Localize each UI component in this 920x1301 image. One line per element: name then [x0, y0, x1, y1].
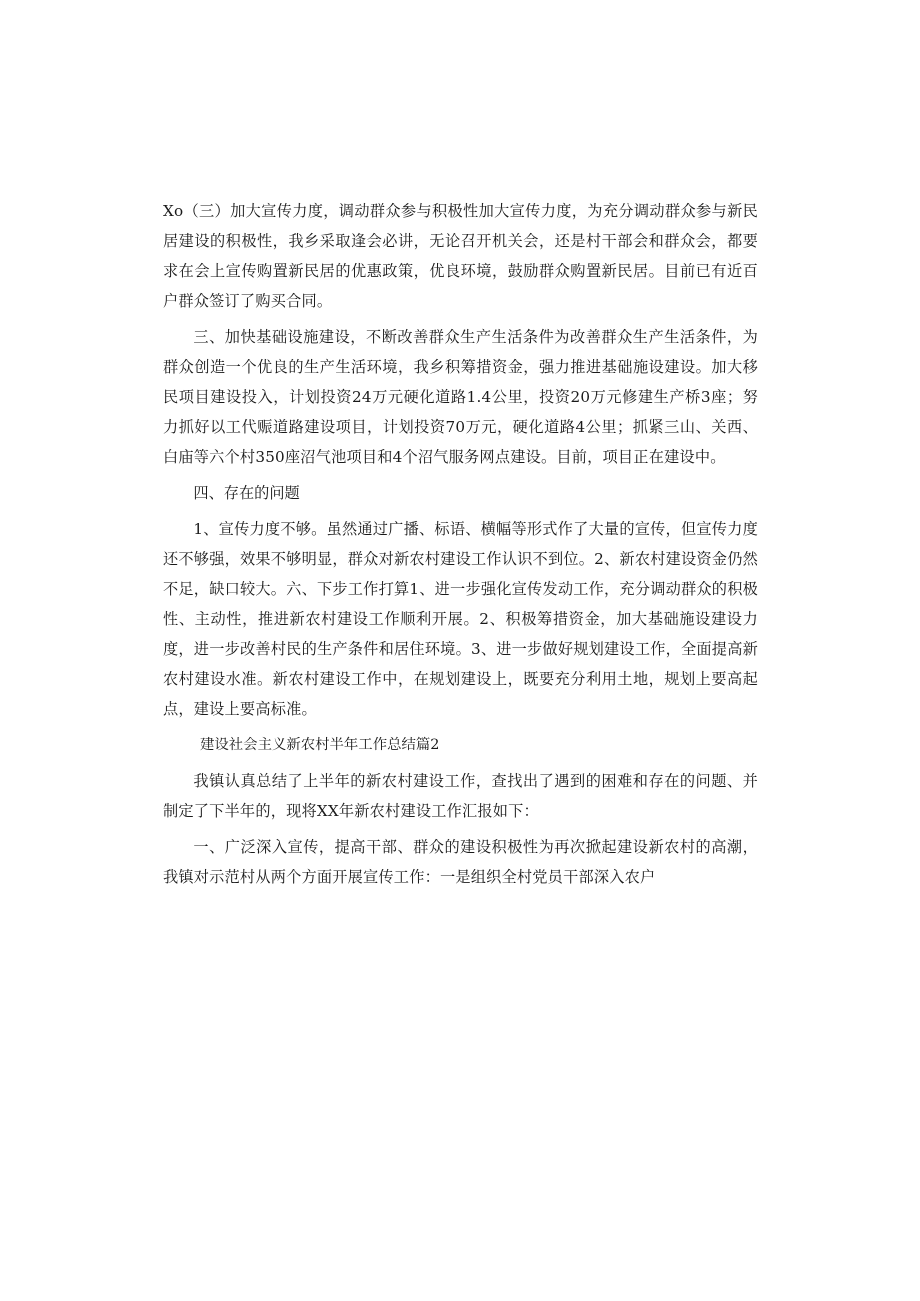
paragraph-infrastructure: 三、加快基础设施建设，不断改善群众生产生活条件为改善群众生产生活条件，为群众创造一个优良的生产生活环境，我乡积筹措资金，强力推进基础施设建设。加大移民项目建设投入，计划投资24万元硬化道路1.4公里，投资20万元修建生产桥3座；努力抓好以工代赈道路建设项目，计划投资70万元，硬化道路4公里；抓紧三山、关西、白庙等六个村350座沼气池项目和4个沼气服务网点建设。目前，项目正在建设中。 [163, 328, 758, 466]
section-title-part2: 建设社会主义新农村半年工作总结篇2 [200, 737, 440, 753]
paragraph-problems: 1、宣传力度不够。虽然通过广播、标语、横幅等形式作了大量的宣传，但宣传力度还不够强，效果不够明显，群众对新农村建设工作认识不到位。2、新农村建设资金仍然不足，缺口较大。六、下步工作打算1、进一步强化宣传发动工作，充分调动群众的积极性、主动性，推进新农村建设工作顺利开展。2、积极筹措资金，加大基础施设建设力度，进一步改善村民的生产条件和居住环境。3、进一步做好规划建设工作，全面提高新农村建设水准。新农村建设工作中，在规划建设上，既要充分利用土地，规划上要高起点，建设上要高标准。 [163, 520, 758, 718]
paragraph-publicity: Xo（三）加大宣传力度，调动群众参与积极性加大宣传力度，为充分调动群众参与新民居建设的积极性，我乡采取逢会必讲，无论召开机关会，还是村干部会和群众会，都要求在会上宣传购置新民居的优惠政策，优良环境，鼓励群众购置新民居。目前已有近百户群众签订了购买合同。 [163, 202, 758, 310]
document-page [163, 196, 758, 892]
paragraph-intro: 我镇认真总结了上半年的新农村建设工作，查找出了遇到的困难和存在的问题、并制定了下半年的，现将XX年新农村建设工作汇报如下： [163, 772, 758, 820]
paragraph-first-point: 一、广泛深入宣传，提高干部、群众的建设积极性为再次掀起建设新农村的高潮，我镇对示范村从两个方面开展宣传工作：一是组织全村党员干部深入农户 [163, 838, 758, 886]
section-heading-problems: 四、存在的问题 [193, 484, 300, 502]
